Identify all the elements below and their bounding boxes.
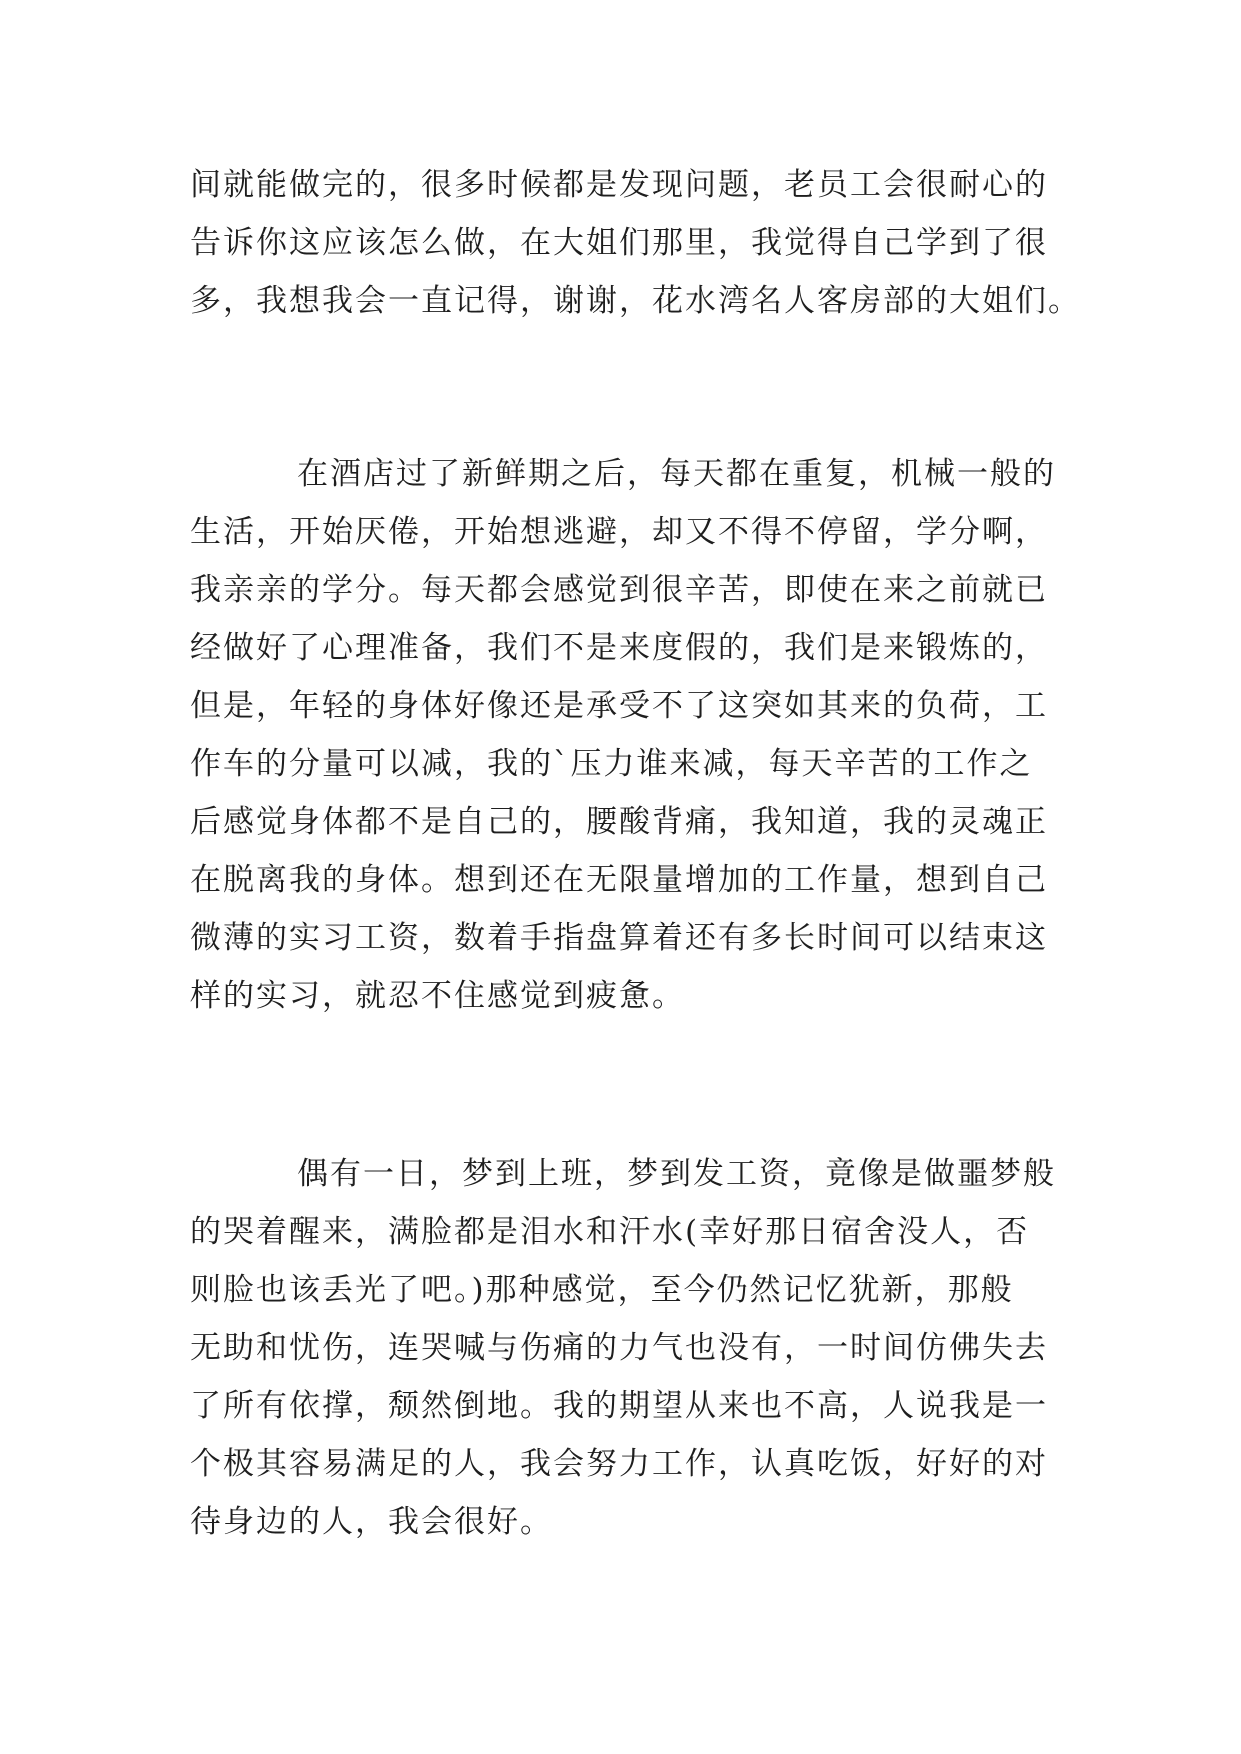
text-line: 在酒店过了新鲜期之后，每天都在重复，机械一般的	[297, 456, 1056, 492]
text-line: 生活，开始厌倦，开始想逃避，却又不得不停留，学分啊，	[190, 514, 1048, 550]
text-line: 的哭着醒来，满脸都是泪水和汗水(幸好那日宿舍没人，否	[190, 1214, 1030, 1250]
text-line: 后感觉身体都不是自己的，腰酸背痛，我知道，我的灵魂正	[190, 804, 1048, 840]
text-line: 间就能做完的，很多时候都是发现问题，老员工会很耐心的	[190, 167, 1048, 203]
text-line: 无助和忧伤，连哭喊与伤痛的力气也没有，一时间仿佛失去	[190, 1330, 1048, 1366]
text-line: 偶有一日，梦到上班，梦到发工资，竟像是做噩梦般	[297, 1156, 1056, 1192]
text-line: 告诉你这应该怎么做，在大姐们那里，我觉得自己学到了很	[190, 225, 1048, 261]
text-line: 在脱离我的身体。想到还在无限量增加的工作量，想到自己	[190, 862, 1048, 898]
text-line: 我亲亲的学分。每天都会感觉到很辛苦，即使在来之前就已	[190, 572, 1048, 608]
text-line: 了所有依撑，颓然倒地。我的期望从来也不高，人说我是一	[190, 1388, 1048, 1424]
text-line: 作车的分量可以减，我的`压力谁来减，每天辛苦的工作之	[190, 746, 1033, 782]
text-line: 但是，年轻的身体好像还是承受不了这突如其来的负荷，工	[190, 688, 1048, 724]
text-line: 个极其容易满足的人，我会努力工作，认真吃饭，好好的对	[190, 1446, 1048, 1482]
paragraph-1	[190, 156, 1081, 330]
text-line: 待身边的人，我会很好。	[190, 1504, 553, 1540]
text-line: 经做好了心理准备，我们不是来度假的，我们是来锻炼的，	[190, 630, 1048, 666]
text-line: 则脸也该丢光了吧。)那种感觉，至今仍然记忆犹新，那般	[190, 1272, 1014, 1308]
text-line: 样的实习，就忍不住感觉到疲惫。	[190, 978, 685, 1014]
paragraph-3	[190, 1145, 1070, 1551]
text-line: 微薄的实习工资，数着手指盘算着还有多长时间可以结束这	[190, 920, 1048, 956]
paragraph-2	[190, 445, 1070, 1025]
text-line: 多，我想我会一直记得，谢谢，花水湾名人客房部的大姐们。	[190, 283, 1081, 319]
